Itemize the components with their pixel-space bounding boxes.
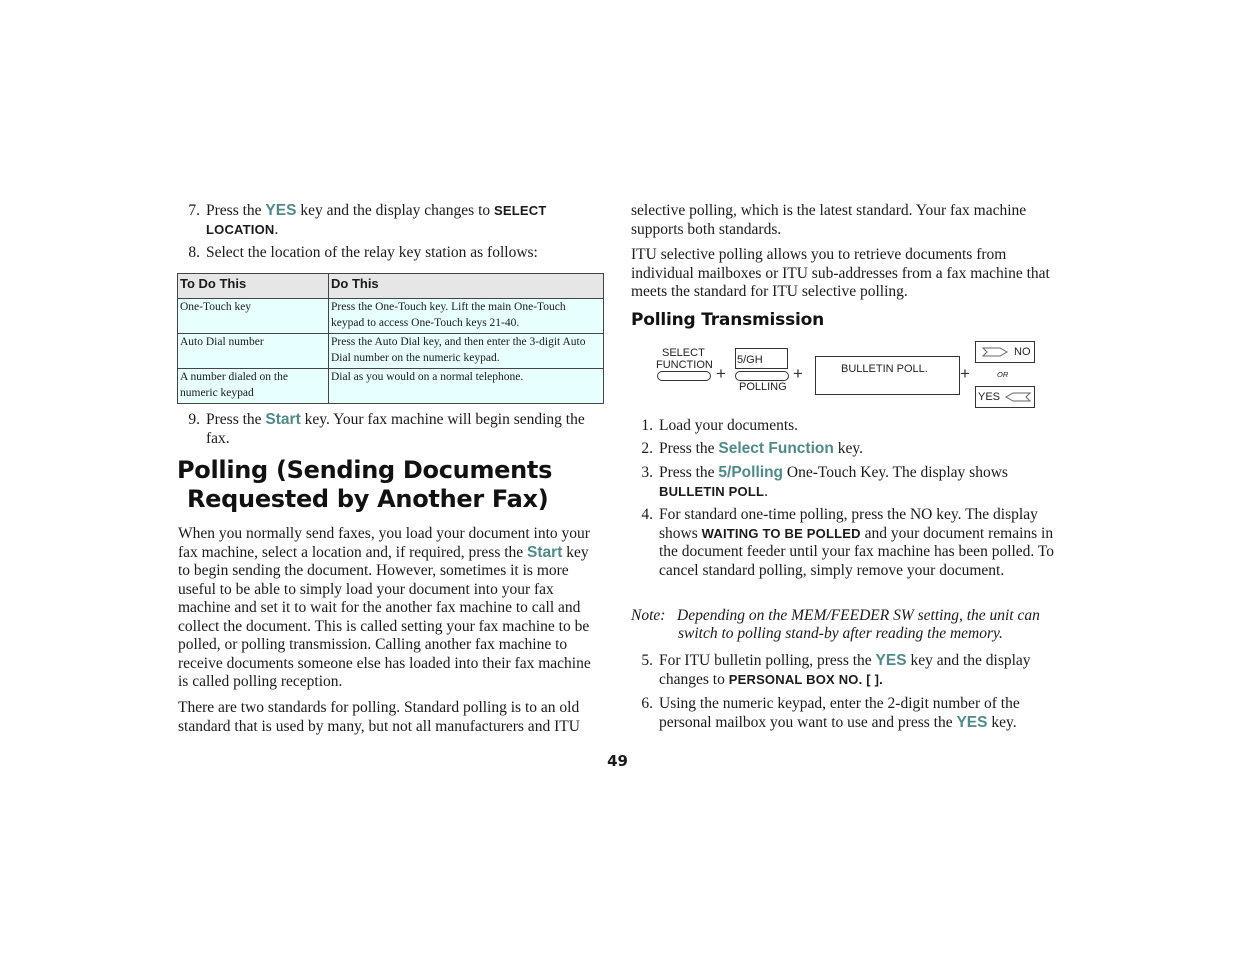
plus-sign: +: [716, 364, 726, 383]
plus-sign: +: [793, 364, 803, 383]
subsection-heading: Polling Transmission: [631, 310, 825, 330]
step-text: key.: [987, 713, 1017, 731]
step-text: key and the display changes to: [296, 202, 495, 219]
display-message: SELECT: [494, 203, 547, 218]
table-cell: Press the Auto Dial key, and then enter the 3-digit Auto Dial number on the numeric keypad.: [329, 334, 604, 369]
select-function-key-icon: [657, 371, 711, 381]
or-label: OR: [997, 370, 1009, 379]
section-heading: [177, 456, 552, 514]
step-text: For ITU bulletin polling, press the: [659, 652, 876, 669]
display-message: PERSONAL BOX NO. [ ]: [728, 671, 880, 687]
polling-key-icon: [735, 371, 789, 381]
step-number: 9.: [188, 411, 200, 428]
polling-standards-paragraph: There are two standards for polling. Standard polling is to an old standard that is used by many, but not all manufacturers and ITU: [178, 699, 580, 735]
step-text: key and the display changes to: [659, 652, 1031, 688]
plus-sign: +: [960, 364, 970, 383]
left-arrow-icon: [1005, 391, 1031, 403]
polling-key-ref: 5/Polling: [718, 464, 784, 481]
table-cell: Press the One-Touch key. Lift the main One-Touch keypad to access One-Touch keys 21-40.: [329, 299, 604, 334]
step-number: 7.: [188, 202, 200, 219]
step-number: 8.: [188, 244, 200, 261]
start-key-ref: Start: [527, 543, 563, 561]
polling-intro-paragraph: [178, 525, 602, 692]
display-message: LOCATION: [206, 221, 275, 237]
step-text: Load your documents.: [659, 417, 799, 434]
yes-key-ref: YES: [265, 202, 297, 219]
key-label: 5/GH: [737, 354, 763, 366]
step-text: Press the: [659, 440, 719, 457]
table-row: [178, 369, 604, 404]
table-cell: Auto Dial number: [178, 334, 329, 369]
display-message: BULLETIN POLL: [659, 483, 765, 499]
step-text: Press the: [206, 411, 266, 428]
step-text: key. Your fax machine will begin sending the fax.: [206, 411, 585, 447]
yes-key-icon: [975, 386, 1035, 408]
relay-location-table: [177, 273, 604, 404]
polling-label: POLLING: [739, 381, 787, 393]
table-header: To Do This: [178, 274, 329, 299]
start-key-ref: Start: [265, 411, 301, 428]
punctuation: .: [879, 671, 883, 687]
table-row: [178, 334, 604, 369]
step-text: One-Touch Key. The display shows: [783, 464, 1008, 481]
step-text: Using the numeric keypad, enter the 2-digit number of the personal mailbox you want to use and press the: [659, 695, 1020, 731]
itu-polling-paragraph: ITU selective polling allows you to retrieve documents from individual mailboxes or ITU sub-addresses from a fax machine that meets the standard for ITU selective polling.: [631, 246, 1050, 300]
note-text: Depending on the MEM/FEEDER SW setting, the unit can switch to polling stand-by after reading the memory.: [677, 607, 1040, 642]
select-function-key-ref: Select Function: [718, 440, 834, 457]
punctuation: .: [274, 220, 279, 238]
paragraph-text: key to begin sending the document. However, sometimes it is more useful to be able to simply load your document into your fax machine and set it to wait for the another fax machine to call and collect the document. This is called setting your fax machine to be polled, or polling transmission. Calling another fax machine to receive documents someone else has loaded into their fax machine is called polling reception.: [178, 543, 591, 690]
step-number: 2.: [641, 440, 653, 457]
step-text: Press the: [659, 464, 719, 481]
heading-line: Requested by Another Fax): [187, 485, 549, 513]
step-number: 4.: [641, 506, 653, 523]
table-cell: A number dialed on the numeric keypad: [178, 369, 329, 404]
step-text: Select the location of the relay key station as follows:: [206, 244, 538, 261]
table-row: [178, 299, 604, 334]
select-function-label: FUNCTION: [656, 359, 713, 371]
paragraph-text: When you normally send faxes, you load your document into your fax machine, select a location and, if required, press the: [178, 525, 590, 561]
step-text: For standard one-time polling, press the NO key. The display shows: [659, 506, 1038, 542]
step-number: 1.: [641, 417, 653, 434]
yes-key-ref: YES: [956, 713, 988, 731]
step-text: key.: [833, 440, 863, 457]
step-number: 3.: [641, 464, 653, 481]
table-cell: Dial as you would on a normal telephone.: [329, 369, 604, 404]
table-cell: One-Touch key: [178, 299, 329, 334]
step-text: Press the: [206, 202, 266, 219]
display-message: WAITING TO BE POLLED: [701, 525, 861, 541]
one-touch-key-icon: [735, 348, 788, 369]
step-text: and your document remains in the document feeder until your fax machine has been polled. To cancel standard polling, simply remove your document.: [659, 524, 1055, 579]
note-label: Note:: [631, 607, 666, 624]
page-number: 49: [607, 752, 628, 770]
no-key-label: NO: [1014, 346, 1031, 358]
punctuation: .: [764, 482, 769, 500]
yes-key-label: YES: [978, 391, 1001, 403]
yes-key-ref: YES: [875, 652, 907, 669]
table-header: Do This: [329, 274, 604, 299]
step-number: 6.: [641, 695, 653, 712]
display-text: BULLETIN POLL.: [841, 363, 928, 375]
table-header-row: [178, 274, 604, 299]
no-key-icon: [975, 341, 1035, 363]
select-function-label: SELECT: [662, 347, 705, 359]
right-arrow-icon: [982, 346, 1008, 358]
lcd-display-icon: [815, 356, 960, 395]
step-number: 5.: [641, 652, 653, 669]
heading-line: Polling (Sending Documents: [177, 456, 553, 484]
selective-polling-paragraph: selective polling, which is the latest standard. Your fax machine supports both standards.: [631, 202, 1027, 238]
